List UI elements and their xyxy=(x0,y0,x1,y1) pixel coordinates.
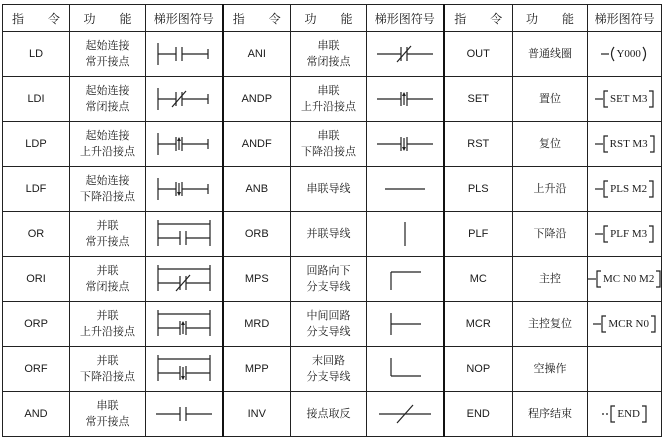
function-text: 主控复位 xyxy=(528,317,572,330)
function-text: 接点取反 xyxy=(306,407,351,420)
function-cell xyxy=(513,167,588,212)
bracket-label: Y000 xyxy=(616,48,641,60)
function-text: 分支导线 xyxy=(306,325,351,338)
function-text: 起始连接 xyxy=(85,129,130,142)
function-cell xyxy=(70,392,146,437)
function-cell xyxy=(70,77,146,122)
function-text: 空操作 xyxy=(533,362,567,375)
bracket-left-icon xyxy=(601,43,615,65)
function-text: 主控 xyxy=(539,272,561,285)
header-row xyxy=(3,5,662,32)
function-text: 上升沿接点 xyxy=(80,145,135,158)
bracket-label: RST M3 xyxy=(609,138,648,150)
function-cell xyxy=(513,122,588,167)
function-cell xyxy=(291,77,367,122)
function-text: 中间回路 xyxy=(306,309,351,322)
function-cell xyxy=(291,167,367,212)
header-function: 功 能 xyxy=(291,5,367,32)
function-text: 下降沿接点 xyxy=(80,190,135,203)
function-cell xyxy=(291,122,367,167)
instruction-bracket-symbol xyxy=(588,268,661,290)
rising-contact-parallel-icon xyxy=(146,308,222,340)
ladder-symbol-cell xyxy=(588,77,662,122)
header-function: 功 能 xyxy=(513,5,588,32)
bracket-right-icon xyxy=(648,88,654,110)
function-text: 常闭接点 xyxy=(85,280,130,293)
bracket-left-icon xyxy=(593,313,607,335)
ladder-symbol-cell xyxy=(588,122,662,167)
function-text: 分支导线 xyxy=(306,280,351,293)
falling-contact-start-icon xyxy=(146,174,222,204)
function-text: 串联导线 xyxy=(306,182,351,195)
instruction-cell: MRD xyxy=(223,302,291,347)
table-row xyxy=(3,392,662,437)
bracket-left-icon xyxy=(588,268,602,290)
function-cell xyxy=(513,302,588,347)
function-text: 上升沿接点 xyxy=(80,325,135,338)
table-row xyxy=(3,77,662,122)
bracket-left-icon xyxy=(602,403,616,425)
function-text: 串联 xyxy=(317,84,340,97)
instruction-cell: END xyxy=(444,392,513,437)
function-text: 串联 xyxy=(317,129,340,142)
bracket-label: MCR N0 xyxy=(608,318,649,330)
instruction-cell: RST xyxy=(444,122,513,167)
function-cell xyxy=(291,302,367,347)
bracket-label: SET M3 xyxy=(609,93,648,105)
bracket-right-icon xyxy=(649,133,655,155)
ladder-symbol-cell xyxy=(146,167,223,212)
header-ladder-symbol: 梯形图符号 xyxy=(146,5,223,32)
function-text: 并联 xyxy=(96,354,119,367)
series-wire-icon xyxy=(367,174,443,204)
function-cell xyxy=(70,122,146,167)
bracket-left-icon xyxy=(595,223,609,245)
nc-contact-start-icon xyxy=(146,84,222,114)
bracket-right-icon xyxy=(655,268,661,290)
instruction-cell: ANDF xyxy=(223,122,291,167)
function-text: 起始连接 xyxy=(85,39,130,52)
instruction-cell: LDP xyxy=(3,122,70,167)
bracket-right-icon xyxy=(642,43,648,65)
instruction-cell: MC xyxy=(444,257,513,302)
table-row xyxy=(3,347,662,392)
function-text: 并联 xyxy=(96,219,119,232)
ladder-symbol-cell xyxy=(367,347,444,392)
ladder-symbol-cell xyxy=(367,32,444,77)
ladder-symbol-cell xyxy=(588,212,662,257)
function-text: 起始连接 xyxy=(85,174,130,187)
instruction-cell: MPP xyxy=(223,347,291,392)
instruction-cell: PLF xyxy=(444,212,513,257)
function-text: 下降沿 xyxy=(533,227,567,240)
ladder-symbol-cell xyxy=(146,212,223,257)
coil-symbol xyxy=(588,43,661,65)
bracket-right-icon xyxy=(648,223,654,245)
instruction-cell: ORI xyxy=(3,257,70,302)
ladder-symbol-cell xyxy=(146,302,223,347)
instruction-bracket-symbol xyxy=(588,88,661,110)
ladder-symbol-cell xyxy=(367,167,444,212)
instruction-cell: PLS xyxy=(444,167,513,212)
table-row xyxy=(3,122,662,167)
no-contact-series-icon xyxy=(146,399,222,429)
function-cell xyxy=(70,257,146,302)
no-contact-parallel-icon xyxy=(146,218,222,250)
instruction-cell: ANDP xyxy=(223,77,291,122)
bracket-label: MC N0 M2 xyxy=(603,273,655,285)
table-row xyxy=(3,167,662,212)
function-text: 并联 xyxy=(96,264,119,277)
function-text: 常闭接点 xyxy=(306,55,351,68)
branch-last-icon xyxy=(367,354,443,384)
bracket-label: END xyxy=(617,408,640,420)
ladder-symbol-cell xyxy=(146,347,223,392)
instruction-cell: ANI xyxy=(223,32,291,77)
function-cell xyxy=(513,257,588,302)
ladder-symbol-cell xyxy=(367,302,444,347)
bracket-right-icon xyxy=(641,403,647,425)
function-text: 程序结束 xyxy=(528,407,572,420)
function-cell xyxy=(513,347,588,392)
instruction-cell: MCR xyxy=(444,302,513,347)
function-cell xyxy=(513,392,588,437)
instruction-cell: LD xyxy=(3,32,70,77)
header-function: 功 能 xyxy=(70,5,146,32)
ladder-symbol-cell xyxy=(588,347,662,392)
function-text: 分支导线 xyxy=(306,370,351,383)
function-text: 起始连接 xyxy=(85,84,130,97)
instruction-cell: ORP xyxy=(3,302,70,347)
instruction-cell: NOP xyxy=(444,347,513,392)
falling-contact-parallel-icon xyxy=(146,353,222,385)
function-text: 常开接点 xyxy=(85,235,130,248)
function-text: 复位 xyxy=(539,137,561,150)
function-cell xyxy=(513,77,588,122)
function-cell xyxy=(291,212,367,257)
ladder-symbol-cell xyxy=(588,167,662,212)
function-text: 置位 xyxy=(539,92,561,105)
table-row xyxy=(3,32,662,77)
function-text: 常开接点 xyxy=(85,415,130,428)
bracket-left-icon xyxy=(595,88,609,110)
function-cell xyxy=(291,392,367,437)
ladder-symbol-cell xyxy=(146,392,223,437)
instruction-cell: ORB xyxy=(223,212,291,257)
ladder-symbol-cell xyxy=(367,122,444,167)
table-row xyxy=(3,212,662,257)
function-cell xyxy=(70,212,146,257)
ladder-symbol-cell xyxy=(588,257,662,302)
ladder-symbol-cell xyxy=(146,122,223,167)
instruction-cell: OUT xyxy=(444,32,513,77)
instruction-cell: ORF xyxy=(3,347,70,392)
instruction-cell: AND xyxy=(3,392,70,437)
instruction-cell: LDF xyxy=(3,167,70,212)
function-text: 下降沿接点 xyxy=(301,145,356,158)
bracket-label: PLS M2 xyxy=(610,183,648,195)
instruction-cell: LDI xyxy=(3,77,70,122)
header-ladder-symbol: 梯形图符号 xyxy=(588,5,662,32)
bracket-left-icon xyxy=(595,178,609,200)
header-ladder-symbol: 梯形图符号 xyxy=(367,5,444,32)
ladder-symbol-cell xyxy=(146,257,223,302)
no-contact-start-icon xyxy=(146,39,222,69)
bracket-right-icon xyxy=(650,313,656,335)
function-text: 常开接点 xyxy=(85,55,130,68)
branch-middle-icon xyxy=(367,309,443,339)
rising-contact-start-icon xyxy=(146,129,222,159)
ladder-symbol-cell xyxy=(588,32,662,77)
function-cell xyxy=(513,32,588,77)
function-text: 串联 xyxy=(96,399,119,412)
header-instruction: 指 令 xyxy=(3,5,70,32)
instruction-bracket-symbol xyxy=(588,223,661,245)
function-text: 普通线圈 xyxy=(528,47,572,60)
table-row xyxy=(3,257,662,302)
nc-contact-parallel-icon xyxy=(146,263,222,295)
function-text: 末回路 xyxy=(312,354,345,367)
function-cell xyxy=(513,212,588,257)
nc-contact-series-icon xyxy=(367,39,443,69)
header-instruction: 指 令 xyxy=(223,5,291,32)
instruction-cell: MPS xyxy=(223,257,291,302)
function-cell xyxy=(291,347,367,392)
function-text: 上升沿接点 xyxy=(301,100,356,113)
function-text: 串联 xyxy=(317,39,340,52)
function-text: 下降沿接点 xyxy=(80,370,135,383)
instruction-bracket-symbol xyxy=(588,178,661,200)
ladder-symbol-cell xyxy=(588,302,662,347)
parallel-wire-icon xyxy=(367,219,443,249)
ladder-symbol-cell xyxy=(367,212,444,257)
ladder-symbol-cell xyxy=(367,257,444,302)
instruction-cell: INV xyxy=(223,392,291,437)
function-cell xyxy=(70,302,146,347)
falling-contact-series-icon xyxy=(367,129,443,159)
ladder-symbol-cell xyxy=(367,392,444,437)
bracket-right-icon xyxy=(648,178,654,200)
function-cell xyxy=(70,347,146,392)
function-text: 并联 xyxy=(96,309,119,322)
bracket-label: PLF M3 xyxy=(610,228,648,240)
instruction-cell: ANB xyxy=(223,167,291,212)
ladder-symbol-cell xyxy=(588,392,662,437)
function-text: 并联导线 xyxy=(306,227,351,240)
function-text: 常闭接点 xyxy=(85,100,130,113)
plc-instruction-table xyxy=(2,4,662,437)
function-cell xyxy=(70,32,146,77)
bracket-left-icon xyxy=(595,133,609,155)
function-cell xyxy=(291,32,367,77)
ladder-symbol-cell xyxy=(367,77,444,122)
ladder-symbol-cell xyxy=(146,77,223,122)
function-cell xyxy=(70,167,146,212)
rising-contact-series-icon xyxy=(367,84,443,114)
function-cell xyxy=(291,257,367,302)
branch-down-icon xyxy=(367,264,443,294)
function-text: 上升沿 xyxy=(533,182,567,195)
function-text: 回路向下 xyxy=(306,264,351,277)
header-instruction: 指 令 xyxy=(444,5,513,32)
instruction-bracket-symbol xyxy=(588,133,661,155)
instruction-bracket-symbol xyxy=(588,313,661,335)
table-row xyxy=(3,302,662,347)
invert-icon xyxy=(367,399,443,429)
ladder-symbol-cell xyxy=(146,32,223,77)
instruction-cell: OR xyxy=(3,212,70,257)
instruction-bracket-symbol xyxy=(588,403,661,425)
instruction-cell: SET xyxy=(444,77,513,122)
